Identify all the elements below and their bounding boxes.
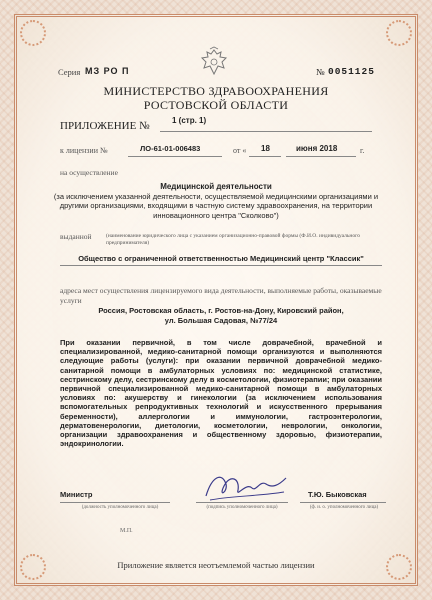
license-underline xyxy=(128,156,222,157)
appendix-underline xyxy=(160,131,372,132)
activity-details: (за исключением указанной деятельности, осуществляемой медицинскими организациями и другими организациями, входящими в частную систему здравоохранения, на территории инновационного центра "Сколково") xyxy=(53,191,379,220)
caption-position: (должность уполномоченного лица) xyxy=(81,505,159,510)
license-label: к лицензии № xyxy=(60,146,108,155)
day-underline xyxy=(249,156,281,157)
license-date-label: от « xyxy=(233,146,247,155)
caption-name: (ф. и. о. уполномоченного лица) xyxy=(309,505,379,510)
serial-value: МЗ РО П xyxy=(85,66,130,76)
license-month-year: июня 2018 xyxy=(296,144,338,153)
year-suffix: г. xyxy=(360,146,365,155)
appendix-value: 1 (стр. 1) xyxy=(172,116,207,125)
address: Россия, Ростовская область, г. Ростов-на-Дону, Кировский район, ул. Большая Садовая, №77/24 xyxy=(98,306,344,325)
number-value: 0051125 xyxy=(328,66,375,77)
corner-rosette-icon xyxy=(386,20,412,46)
coat-of-arms-icon xyxy=(196,46,232,82)
issued-note: (наименование юридического лица с указанием организационно-правовой формы (Ф.И.О. индивидуального предпринимателя) xyxy=(106,233,360,246)
stamp-label: М.П. xyxy=(120,528,133,534)
activity-title: Медицинской деятельности xyxy=(160,182,272,191)
month-underline xyxy=(286,156,356,157)
ministry-title: МИНИСТЕРСТВО ЗДРАВООХРАНЕНИЯ РОСТОВСКОЙ ОБЛАСТИ xyxy=(103,84,329,112)
corner-rosette-icon xyxy=(20,20,46,46)
signatory-name: Т.Ю. Быковская xyxy=(308,490,367,499)
organization-underline xyxy=(60,265,382,266)
activity-description xyxy=(44,182,388,220)
basis-label: на осуществление xyxy=(60,168,118,177)
signature-underline xyxy=(60,502,170,503)
issued-label: выданной xyxy=(60,232,92,241)
address-label: адреса мест осуществления лицензируемого вида деятельности, выполняемые работы, оказываемые услуги xyxy=(60,286,382,305)
services-text: При оказании первичной, в том числе доврачебной, врачебной и специализированной, медико-санитарной помощи организуются и выполняются следующие работы (услуги): при оказании первичной доврачебной медико-санитарной помощи в амбулаторных условиях по: медицинской статистике, сестринскому делу, сестринскому делу в косметологии, физиотерапии; при оказании первичной специализированной медико-санитарной помощи в амбулаторных условиях по: акушерству и гинекологии (за исключением использования вспомогательных репродуктивных технологий и искусственного прерывания беременности), аллергологии и иммунологии, гастроэнтерологии, дерматовенерологии, диетологии, косметологии, неврологии, онкологии, организации здравоохранения и общественному здоровью, физиотерапии, эндокринологии. xyxy=(60,338,382,449)
signatory-role: Министр xyxy=(60,490,93,499)
signature-underline xyxy=(300,502,386,503)
organization-name: Общество с ограниченной ответственностью Медицинский центр "Классик" xyxy=(78,254,364,263)
handwritten-signature xyxy=(200,466,290,506)
license-number: ЛО-61-01-006483 xyxy=(140,144,201,153)
license-day: 18 xyxy=(261,144,270,153)
caption-signature: (подпись уполномоченного лица) xyxy=(206,505,278,510)
footer-note: Приложение является неотъемлемой частью лицензии xyxy=(117,560,315,570)
serial-label: Серия xyxy=(58,67,81,77)
number-label: № xyxy=(316,67,325,77)
appendix-label: ПРИЛОЖЕНИЕ № xyxy=(60,120,150,132)
